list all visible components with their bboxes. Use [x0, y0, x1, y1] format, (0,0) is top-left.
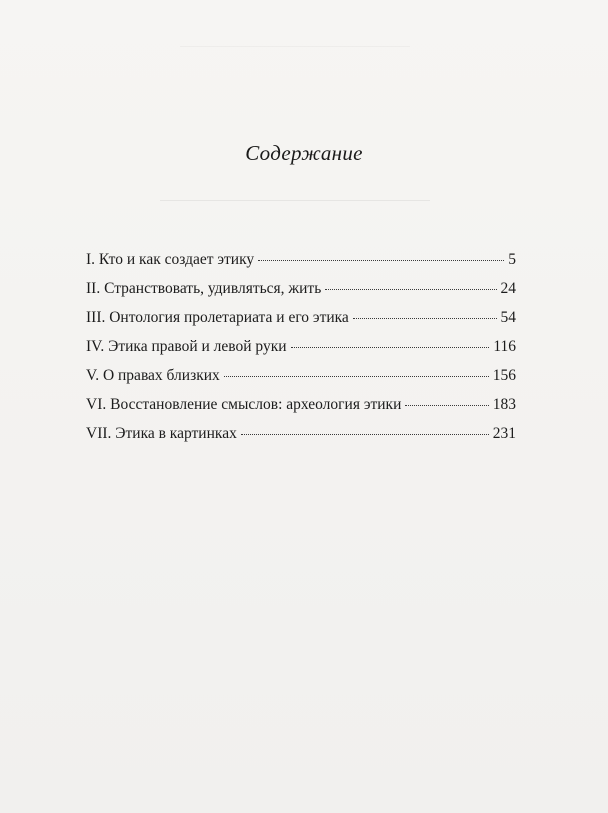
toc-entry[interactable]: [86, 246, 516, 275]
toc-entry-label: IV. Этика правой и левой руки: [86, 338, 287, 355]
dot-leader: [258, 246, 504, 264]
toc-list: [86, 246, 516, 449]
toc-entry[interactable]: [86, 420, 516, 449]
toc-entry-page: 54: [500, 309, 516, 326]
toc-entry[interactable]: [86, 362, 516, 391]
show-through-line: [180, 46, 410, 47]
dot-leader: [325, 275, 496, 293]
toc-entry-page: 5: [508, 251, 516, 268]
toc-title: Содержание: [245, 141, 363, 165]
show-through-line: [160, 200, 430, 201]
toc-entry-page: 116: [493, 338, 516, 355]
toc-entry[interactable]: [86, 391, 516, 420]
dot-leader: [241, 420, 489, 438]
toc-entry-page: 24: [500, 280, 516, 297]
toc-entry-label: III. Онтология пролетариата и его этика: [86, 309, 349, 326]
dot-leader: [224, 362, 489, 380]
toc-entry-label: VI. Восстановление смыслов: археология этики: [86, 396, 402, 413]
toc-entry[interactable]: [86, 275, 516, 304]
toc-entry[interactable]: [86, 333, 516, 362]
toc-entry-page: 231: [492, 425, 516, 442]
toc-entry-label: I. Кто и как создает этику: [86, 251, 255, 268]
dot-leader: [405, 391, 488, 409]
toc-entry[interactable]: [86, 304, 516, 333]
toc-entry-label: VII. Этика в картинках: [86, 425, 237, 442]
toc-entry-label: II. Странствовать, удивляться, жить: [86, 280, 322, 297]
toc-entry-label: V. О правах близких: [86, 367, 220, 384]
dot-leader: [353, 304, 497, 322]
dot-leader: [291, 333, 490, 351]
toc-entry-page: 183: [492, 396, 516, 413]
toc-entry-page: 156: [492, 367, 516, 384]
